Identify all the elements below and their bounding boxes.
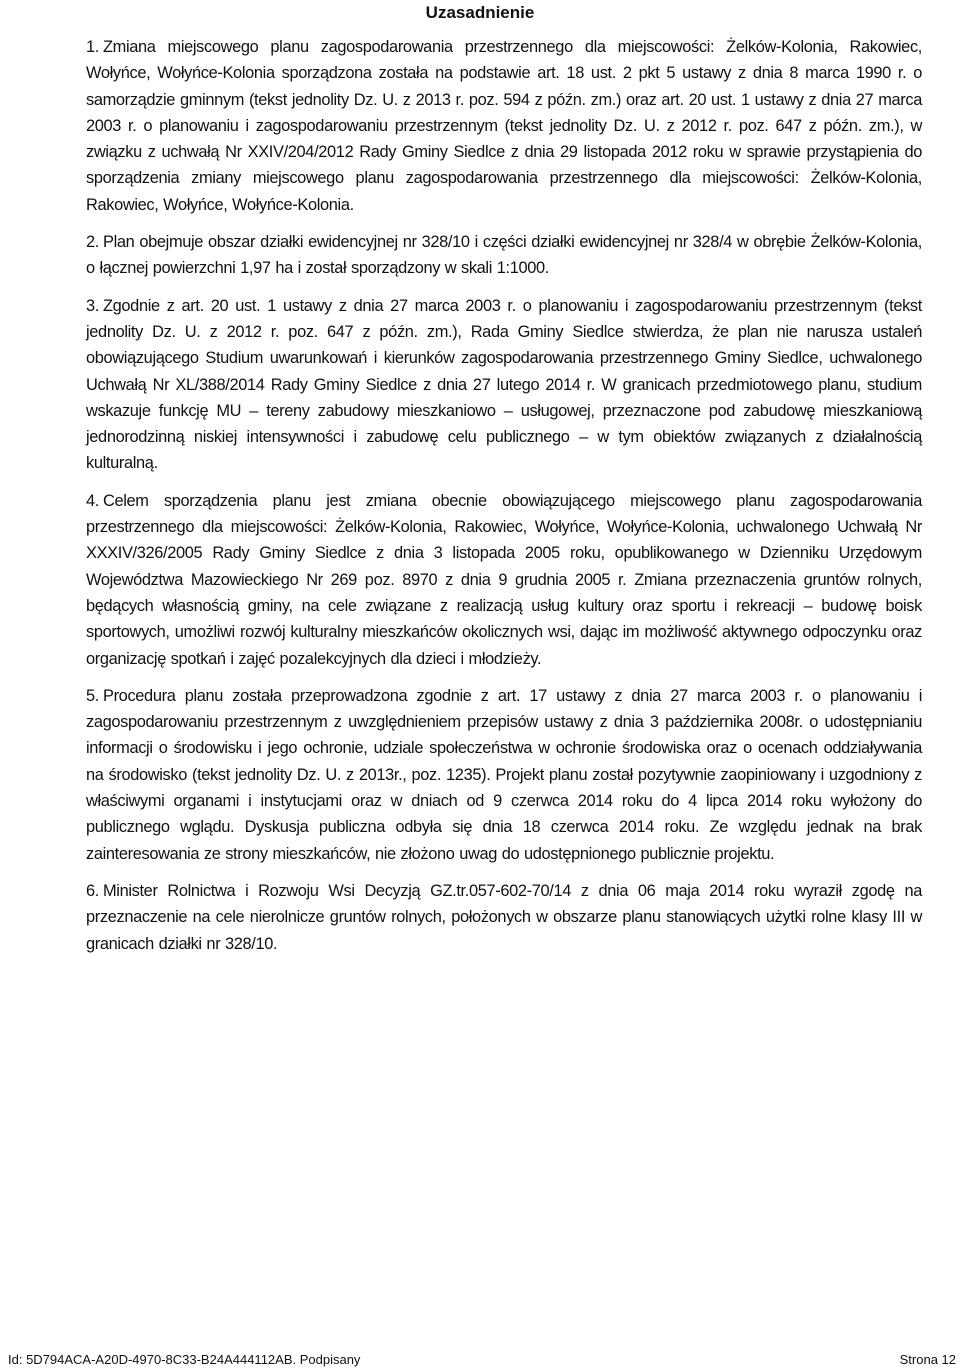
- paragraph-1: [86, 34, 922, 218]
- paragraph-text: Zgodnie z art. 20 ust. 1 ustawy z dnia 27 marca 2003 r. o planowaniu i zagospodarowaniu przestrzennym (tekst jednolity Dz. U. z 2012 r. poz. 647 z późn. zm.), Rada Gminy Siedlce stwierdza, że plan nie narusza ustaleń obowiązującego Studium uwarunkowań i kierunków zagospodarowania przestrzennego Gminy Siedlce, uchwalonego Uchwałą Nr XL/388/2014 Rady Gminy Siedlce z dnia 27 lutego 2014 r. W granicach przedmiotowego planu, studium wskazuje funkcję MU – tereny zabudowy mieszkaniowo – usługowej, przeznaczone pod zabudowę mieszkaniową jednorodzinną niskiej intensywności i zabudowę celu publicznego – w tym obiektów związanych z działalnością kulturalną.: [86, 296, 922, 473]
- page-number: Strona 12: [899, 1352, 956, 1367]
- paragraph-text: Plan obejmuje obszar działki ewidencyjnej nr 328/10 i części działki ewidencyjnej nr 328/4 w obrębie Żelków-Kolonia, o łącznej powierzchni 1,97 ha i został sporządzony w skali 1:1000.: [86, 233, 922, 278]
- paragraph-text: Celem sporządzenia planu jest zmiana obecnie obowiązującego miejscowego planu zagospodarowania przestrzennego dla miejscowości: Żelków-Kolonia, Rakowiec, Wołyńce, Wołyńce-Kolonia, uchwalonego Uchwałą Nr XXXIV/326/2005 Rady Gminy Siedlce z dnia 3 listopada 2005 roku, opublikowanego w Dzienniku Urzędowym Województwa Mazowieckiego Nr 269 poz. 8970 z dnia 9 grudnia 2005 r. Zmiana przeznaczenia gruntów rolnych, będących własnością gminy, na cele związane z realizacją usług kultury oraz sportu i rekreacji – budowę boisk sportowych, umożliwi rozwój kulturalny mieszkańców okolicznych wsi, dając im możliwość aktywnego odpoczynku oraz organizację spotkań i zajęć pozalekcyjnych dla dzieci i młodzieży.: [86, 491, 922, 668]
- paragraph-4: [86, 488, 922, 672]
- document-body: [86, 34, 922, 968]
- paragraph-5: [86, 683, 922, 867]
- paragraph-3: [86, 293, 922, 477]
- paragraph-number: 6.: [86, 881, 99, 900]
- paragraph-text: Minister Rolnictwa i Rozwoju Wsi Decyzją GZ.tr.057-602-70/14 z dnia 06 maja 2014 roku wyraził zgodę na przeznaczenie na cele nierolnicze gruntów rolnych, położonych w obszarze planu stanowiących użytki rolne klasy III w granicach działki nr 328/10.: [86, 881, 922, 953]
- paragraph-number: 5.: [86, 686, 99, 705]
- paragraph-text: Zmiana miejscowego planu zagospodarowania przestrzennego dla miejscowości: Żelków-Kolonia, Rakowiec, Wołyńce, Wołyńce-Kolonia sporządzona została na podstawie art. 18 ust. 2 pkt 5 ustawy z dnia 8 marca 1990 r. o samorządzie gminnym (tekst jednolity Dz. U. z 2013 r. poz. 594 z późn. zm.) oraz art. 20 ust. 1 ustawy z dnia 27 marca 2003 r. o planowaniu i zagospodarowaniu przestrzennym (tekst jednolity Dz. U. z 2012 r. poz. 647 z późn. zm.), w związku z uchwałą Nr XXIV/204/2012 Rady Gminy Siedlce z dnia 29 listopada 2012 roku w sprawie przystąpienia do sporządzenia zmiany miejscowego planu zagospodarowania przestrzennego dla miejscowości: Żelków-Kolonia, Rakowiec, Wołyńce, Wołyńce-Kolonia.: [86, 38, 922, 214]
- paragraph-number: 4.: [86, 491, 99, 510]
- paragraph-number: 2.: [86, 233, 99, 252]
- paragraph-6: [86, 878, 922, 957]
- paragraph-number: 1.: [86, 38, 99, 56]
- document-title: Uzasadnienie: [425, 3, 535, 22]
- paragraph-2: [86, 229, 922, 282]
- paragraph-text: Procedura planu została przeprowadzona zgodnie z art. 17 ustawy z dnia 27 marca 2003 r. o planowaniu i zagospodarowaniu przestrzennym z uwzględnieniem przepisów ustawy z dnia 3 października 2008r. o udostępnianiu informacji o środowisku i jego ochronie, udziale społeczeństwa w ochronie środowiska oraz o ocenach oddziaływania na środowisko (tekst jednolity Dz. U. z 2013r., poz. 1235). Projekt planu został pozytywnie zaopiniowany i uzgodniony z właściwymi organami i instytucjami oraz w dniach od 9 czerwca 2014 roku do 4 lipca 2014 roku wyłożony do publicznego wglądu. Dyskusja publiczna odbyła się dnia 18 czerwca 2014 roku. Ze względu jednak na brak zainteresowania ze strony mieszkańców, nie złożono uwag do udostępnionego publicznie projektu.: [86, 686, 922, 863]
- paragraph-number: 3.: [86, 296, 99, 315]
- document-id-signature: Id: 5D794ACA-A20D-4970-8C33-B24A444112AB. Podpisany: [8, 1352, 361, 1367]
